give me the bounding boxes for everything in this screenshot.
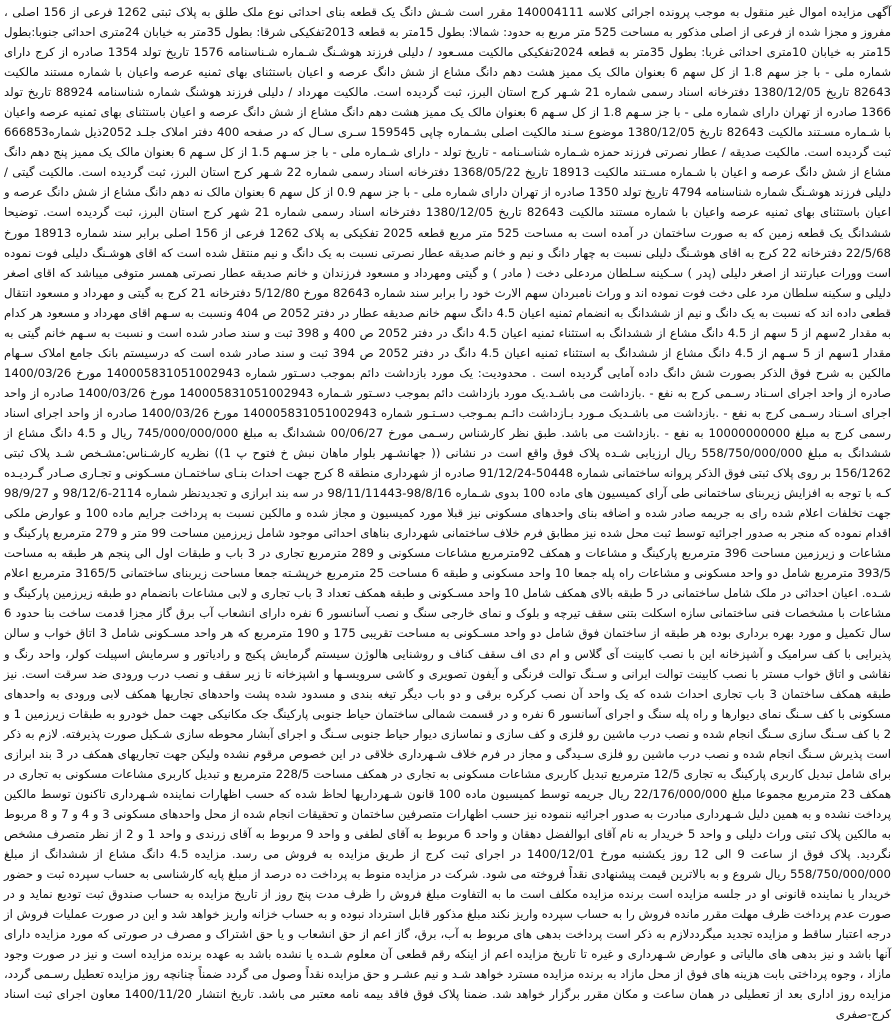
auction-notice-text: آگهی مزایده اموال غیر منقول به موجب پرونده اجرائی کلاسه 140004111 مقرر است شـش دانگ یک قطعه بنای احداثی نوع ملک طلق به پلاک ثبتی 1262 فرعی از 156 اصلی ، مفروز و مجزا شده از فرعی از اصلی مذکور به مساحت 525 متر مربع به حدود: شمالا: بطول 15متر به قطعه 2013تفکیکی شرقا: بطول 35متر به خیابان 24متری احداثی جنوبا:بطول 15متر به خیابان 10متری احداثی غربا: بطول 35متر به قطعه 2024تفکیکی مالکیت مسـعود / دلیلی فرزند هوشـنگ شـماره شـناسنامه 1576 تاریخ تولد 1354 صادره از کرج دارای شماره ملی - با جز سهم 1.8 از کل سهم 6 بعنوان مالک یک ممیز هشت دهم دانگ مشاع از شش دانگ عرصه و اعیان باستثنای بهای ثمنیه عرصه واعیان با شماره مستند مالکیت 82643 تاریخ 1380/12/05 دفترخانه اسناد رسمی شماره 21 شـهر کرج استان البرز، ثبت گردیده است. مالکیت مهرداد / دلیلی فرزند هوشنگ شماره شناسنامه 88924 تاریخ تولد 1366 صادره از تهران دارای شماره ملی - با جز سـهم 1.8 از کل سـهم 6 بعنوان مالک یک ممیز هشت دهم دانگ مشاع از شش دانگ عرصه و اعیان باستثنای بهای ثمنیه عرصه واعیان با شـماره مسـتند مالکیت 82643 تاریخ 1380/12/05 موضوع سـند مالکیت اصلی بشـماره چاپی 159545 سـری سـال که در صفحه 400 دفتر املاک جلـد 2052ذیل شماره666853 ثبت گردیده است. مالکیت صدیقه / عطار نصرتی فرزند حمزه شـماره شناسـنامه - تاریخ تولد - دارای شـماره ملی - با جز سـهم 1.5 از کل سـهم 6 بعنوان مالک یک ممیز پنج دهم دانگ مشاع از شش دانگ عرصه و اعیان با شـماره مسـتند مالکیت 18913 تاریخ 1368/05/22 دفترخانه اسناد رسمی شماره 22 شـهر کرج استان البرز، ثبت گردیده است. مالکیت گیتی / دلیلی فرزند هوشـنگ شماره شناسنامه 4794 تاریخ تولد 1350 صادره از تهران دارای شماره ملی - با جز سهم 0.9 از کل سهم 6 بعنوان مالک نه دهم دانگ مشاع از شش دانگ عرصه و اعیان باستثنای بهای ثمنیه عرصه واعیان با شماره مستند مالکیت 82643 تاریخ 1380/12/05 دفترخانه اسناد رسمی شماره 21 شهر کرج استان البرز، ثبت گردیده است. توضیحا ششدانگ یک قطعه زمین که به صورت ساختمان در آمده است به مساحت 525 متر مربع قطعه 2025 تفکیکی به پلاک 1262 فرعی از 156 اصلی برابر سند شماره 18913 مورخ 22/5/68 دفترخانه 22 کرج به اقای هوشـنگ دلیلی نسبت به چهار دانگ و نیم و خانم صدیقه عطار نصرتی نسبت به یک دانگ و نیم منتقل شده است که اقای هوشـنگ دلیلی فوت نموده است وورات عبارتند از اصغر دلیلی (پدر ) سـکینه سـلطان مردعلی دخت ( مادر ) و گیتی ومهرداد و مسعود فرزندان و خانم صدیقه عطار نصرتی همسر متوفی میباشد که اقای اصغر دلیلی و سکینه سلطان مرد علی دخت فوت نموده اند و وراث نامبردان سهم الارث خود را برابر سند شماره 82643 مورخ 5/12/80 دفترخانه 21 کرج به گیتی و مهرداد و مسعود انتقال قطعی داده اند که نسبت به یک دانگ و نیم از ششدانگ به انضمام ثمنیه اعیان 4.5 دانگ سهم خانم صدیقه عطار در دفتر 2052 ص 404 ونسبت به سـهم اقای مهرداد و مسعود هر کدام به مقدار 2سهم از 5 سهم از 4.5 دانگ مشاع از ششدانگ به استثناء ثمنیه اعیان 4.5 دانگ در دفتر 2052 ص 400 و 398 ثبت و سند صادر شده است و نسبت به سـهم خانم گیتی به مقدار 1سهم از 5 سـهم از 4.5 دانگ مشاع از ششدانگ به استثناء ثمنیه اعیان 4.5 دانگ در دفتر 2052 ص 394 ثبت و سند صادر شده است که درسیستم بانک جامع املاک سـهام مالکین به شرح فوق الذکر بصورت شش دانگ داده آمایی گردیده است . محدودیت: یک مورد بازداشت دائم بموجب دسـتور شماره 140005831051002943 مورخ 1400/03/26 صادره از واحد اجرای اسـناد رسـمی کرج به نفع - .بازداشت می باشـد.یک مورد بازداشت دائم بموجب دسـتور شـماره 140005831051002943 مورخ 1400/03/26 صادره از واحد اجرای اسـناد رسـمی کرج به نفع - .بازداشت می باشـدیک مـورد بـازداشت دائـم بمـوجب دسـتـور شماره 140005831051002943 مورخ 1400/03/26 صادره از واحد اجرای اسناد رسمی کرج به مبلغ 10000000000 به نفع - .بازداشت می باشد. طبق نظر کارشناس رسـمی مورخ 00/06/27 ششدانگ به مبلغ 745/000/000/000 ریال و 4.5 دانگ مشاع از ششدانگ به مبلغ 558/750/000/000 ریال ارزیابی شـده پلاک فوق واقع است در نشانی (( جهانشـهر بلوار ماهان نبش خ فتوح پ 1)) نظریه کارشـناس:مشـخص شـد پلاک ثبتی 156/1262 بر روی پلاک ثبتی فوق الذکر پروانه ساختمانی شماره 50448-91/12/24 صادره از شهرداری منطقه 8 کرج جهت احداث بنـای ساختمـان مسـکونی و تجـاری صـادر گـردیـده کـه با توجه به افزایش زیربنای ساختمانی طی آرای کمیسیون های ماده 100 بدوی شـماره 98/8/16-98/11/11443 در سه بند ابرازی و تجدیدنظر شماره 2114-98/12/6 و 98/9/27 جهت تخلفات اعلام شده رای به جریمه صادر شده و اضافه بنای واحدهای مسکونی نیز قبلا مورد کمیسیون و مجاز شده و مالکین نسبت به پرداخت جرایم ماده 100 و عوارض ملکی اقدام نموده که منجر به صدور اجرائیه توسط ثبت محل شده نیز مطابق فرم خلاف ساختمانی شهرداری بناهای احداثی موجود شامل زیرزمین مساحت 99 متر و 279 مترمربع پارکینگ و مشاعات و زیرزمین مساحت 396 مترمربع پارکینگ و مشاعات و همکف 92مترمربع مشاعات مسکونی و 289 مترمربع تجاری در 3 باب و طبقات اول الی پنجم هر طبقه به مساحت 393/5 مترمربع شامل دو واحد مسکونی و مشاعات راه پله جمعا 10 واحد مسکونی و طبقه 6 مساحت 25 مترمربع خرپشـته جمعا مساحت زیربنای ساختمانی 3165/5 مترمربع اعلام شـده. اعیان احداثی در ملک شامل ساختمانی در 5 طبقه بالای همکف شامل 10 واحد مسـکونی و طبقه همکف تعداد 3 باب تجاری و لابی مشاعات بانضمام دو طبقه زیرزمین پارکینگ و مشاعات با مشخصات فنی ساختمانی سازه اسکلت بتنی سقف تیرچه و بلوک و نمای خارجی سنگ و نصب آسانسور 6 نفره دارای انشعاب آب برق گاز مجزا قدمت ساخت بنا حدود 6 سال تکمیل و مورد بهره برداری بوده هر طبقه از ساختمان فوق شامل دو واحد مسـکونی به مساحت تقریبی 175 و 190 مترمربع که هر واحد مسـکونی شامل 3 اتاق خواب و سالن پذیرایی با کف سرامیک و آشپزخانه این با نصب کابینت آی گلاس و ام دی اف سقف کناف و روشنایی هالوژن سیستم گرمایش پکیج و رادیاتور و سرمایش اسپیلت کولر، واحد رنگ و نقاشی و اتاق خواب مستر با نصب کابینت توالت ایرانی و سـنگ توالت فرنگی و آیفون تصویری و کاشی سرویسـها و اشپزخانه تا زیر سقف و نصب درب ورودی ضد سرقت است. نیز طبقه همکف ساختمان 3 باب تجاری احداث شده که یک واحد آن نصب کرکره برقی و دو باب دیگر تیغه بندی و مسدود شده پشت واحدهای تجاریها همکف لابی ورودی به واحدهای مسکونی با کف سـنگ نمای دیوارها و راه پله سنگ و اجرای آسانسور 6 نفره و در قسمت شمالی ساختمان حیاط جنوبی پارکینگ جک مکانیکی جهت حمل خودرو به طبقات زیرزمین 1 و 2 با کف سـنگ سازی سـنگ انجام شده و نصب درب ماشین رو فلزی و کف سازی و نماسازی دیوار حیاط جنوبی سـنگ و اجرای آبشار محوطه سازی شـکیل صورت پذیرفته. لازم به ذکر است پذیرش سـنگ انجام شده و نصب درب ماشین رو فلزی سـیدگی و مجاز در فرم خلاف شـهرداری خلاقی در این خصوص مرقوم نشده ولیکن جهت تجاریهای همکف در 3 بند ابرازی برای شامل تبدیل کاربری پارکینگ به تجاری 12/5 مترمربع تبدیل کاربری مشاعات مسکونی به تجاری در همکف مساحت 228/5 مترمربع و تبدیل کاربری مشاعات مسکونی به تجاری در همکف 23 مترمربع مجموعا مبلغ 22/176/000/000 ریال جریمه توسط کمیسیون ماده 100 قانون شـهرداریها لحاظ شده که حسب اظهارات نماینده شـهرداری تاکنون توسط مالکین پرداخت نشده و به همین دلیل شـهرداری مبادرت به صدور اجرائیه ننموده نیز حسب اظهارات متصرفین ساختمان و تحقیقات انجام شده از محل واحدهای مسکونی 3 و 4 و 7 و 8 مربوط به مالکین پلاک ثبتی وراث دلیلی و واحد 5 خریدار به نام آقای ابوالفضل دهقان و واحد 6 مربوط به آقای لطفی و واحد 9 مربوط به آقای زرندی و واحد 1 و 2 از نظر متصرف مشخص نگردید. پلاک فوق از ساعت 9 الی 12 روز یکشنبه مورخ 1400/12/01 در اجرای ثبت کرج از طریق مزایده به فروش می رسد. مزایده 4.5 دانگ مشاع از ششدانگ از مبلغ 558/750/000/000 ریال شروع و به بالاترین قیمت پیشنهادی نقداً فروخته می شود. شرکت در مزایده منوط به پرداخت ده درصد از مبلغ پایه کارشناسی به حساب سپرده ثبت و حضور خریدار یا نماینده قانونی او در جلسه مزایده است برنده مزایده مکلف است ما به التفاوت مبلغ فروش را ظرف مدت پنج روز از تاریخ مزایده به حساب صندوق ثبت تودیع نماید و در صورت عدم پرداخت ظرف مهلت مقرر مانده فروش را به حساب سپرده واریز نکند مبلغ مذکور قابل استرداد نبوده و به حساب خزانه واریز خواهد شد و این در صورت عملیات فروش از درجه اعتبار ساقط و مزایده تجدید میگرددلازم به ذکر است پرداخت بدهی های مربوط به آب، برق، گاز اعم از حق انشعاب و یا حق اشتراک و مصرف در صورتی که مورد مزایده دارای آنها باشد و نیز بدهی های مالیاتی و عوارض شـهرداری و غیره تا تاریخ مزایده اعم از اینکه رقم قطعی آن معلوم شـده یا نشده باشد به عهده برنده مزایده است و نیز در صورت وجود مازاد ، وجوه پرداختی بابت هزینه های فوق از محل مازاد به برنده مزایده مسترد خواهد شـد و نیم عشـر و حق مزایده نقداً وصول می گردد ضمناً چنانچه روز مزایده تعطیل رسـمی گردد، مزایده روز اداری بعد از تعطیلی در همان ساعت و مکان مقرر برگزار خواهد شد. ضمنا پلاک فوق فاقد بیمه نامه معتبر می باشد. تاریخ انتشار 1400/11/20 معاون اجرای ثبت اسناد کرج-صفری	[3, 5, 892, 1022]
